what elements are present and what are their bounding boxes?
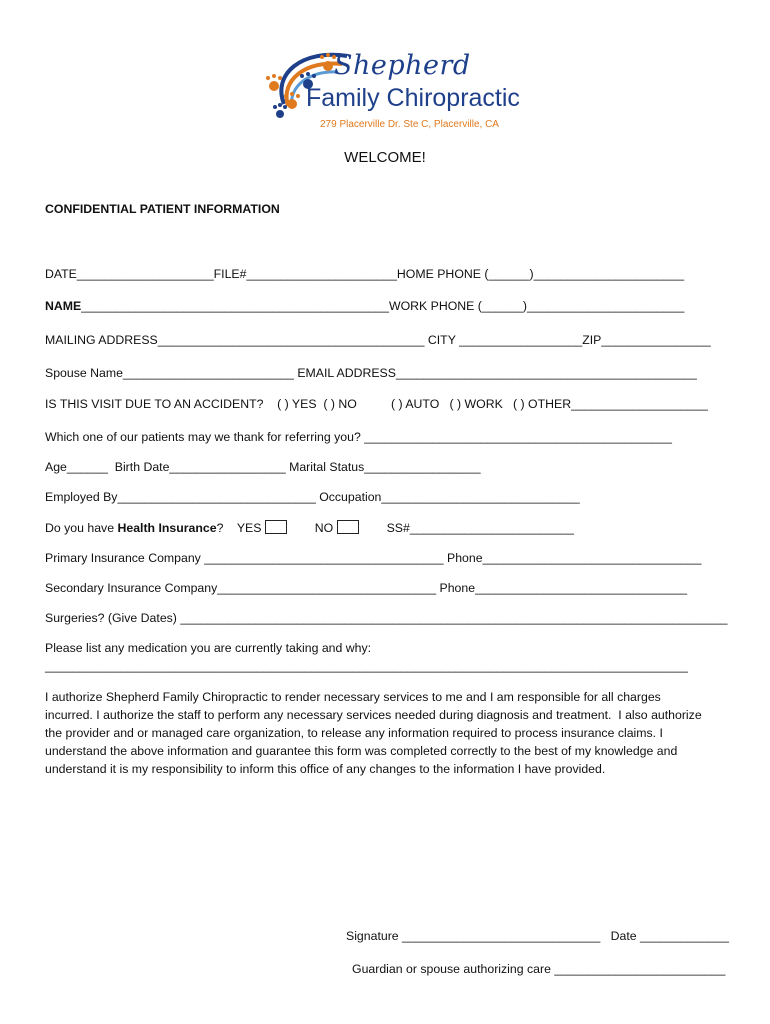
employment-row[interactable]: Employed By_____________________________ Occupation_____________________________ xyxy=(45,490,580,504)
yes-checkbox[interactable] xyxy=(265,520,287,534)
mailing-address-row[interactable]: MAILING ADDRESS_______________________________________ CITY __________________ZIP________________ xyxy=(45,333,711,347)
ssn-field[interactable]: SS#________________________ xyxy=(386,521,574,535)
no-checkbox[interactable] xyxy=(337,520,359,534)
primary-insurance-row[interactable]: Primary Insurance Company ___________________________________ Phone________________________________ xyxy=(45,551,702,565)
authorization-line: understand the above information and guarantee this form was completed correctly to the best of my knowledge and xyxy=(45,744,678,758)
secondary-insurance-row[interactable]: Secondary Insurance Company________________________________ Phone_______________________________ xyxy=(45,581,688,595)
date-file-home-phone-row[interactable]: DATE____________________FILE#______________________HOME PHONE (______)______________________ xyxy=(45,267,685,281)
spouse-email-row[interactable]: Spouse Name_________________________ EMAIL ADDRESS____________________________________________ xyxy=(45,366,697,380)
logo-subtitle: Family Chiropractic xyxy=(306,84,520,112)
insurance-question-row xyxy=(45,520,574,535)
authorization-line: the provider and or managed care organization, to release any information required to process insurance claims. I xyxy=(45,726,663,740)
guardian-signature-row[interactable]: Guardian or spouse authorizing care _________________________ xyxy=(352,962,726,976)
no-label: NO xyxy=(314,521,334,535)
health-insurance-label: Health Insurance xyxy=(117,521,217,535)
section-title: CONFIDENTIAL PATIENT INFORMATION xyxy=(45,202,280,216)
signature-date-row[interactable]: Signature _____________________________ Date _____________ xyxy=(346,929,729,943)
yes-label: ? YES xyxy=(216,521,262,535)
name-work-phone-field[interactable]: _____________________________________________WORK PHONE (______)_______________________ xyxy=(81,299,685,313)
authorization-line: I authorize Shepherd Family Chiropractic to render necessary services to me and I am responsible for all charges xyxy=(45,690,661,704)
page-title: WELCOME! xyxy=(344,149,426,166)
clinic-logo xyxy=(262,44,532,134)
logo-address: 279 Placerville Dr. Ste C, Placerville, CA xyxy=(320,119,499,130)
accident-row[interactable]: IS THIS VISIT DUE TO AN ACCIDENT? ( ) YES ( ) NO ( ) AUTO ( ) WORK ( ) OTHER____________________ xyxy=(45,397,708,411)
insurance-question-text: Do you have xyxy=(45,521,118,535)
authorization-line: incurred. I authorize the staff to perform any necessary services needed during diagnosis and treatment. I also authorize xyxy=(45,708,702,722)
age-birth-marital-row[interactable]: Age______ Birth Date_________________ Marital Status_________________ xyxy=(45,460,481,474)
authorization-line: understand it is my responsibility to inform this office of any changes to the information I have provided. xyxy=(45,762,606,776)
name-work-phone-row[interactable] xyxy=(45,299,684,313)
medication-answer-line[interactable]: ______________________________________________________________________________________________ xyxy=(45,659,688,673)
authorization-paragraph xyxy=(45,688,735,778)
surgeries-row[interactable]: Surgeries? (Give Dates) ________________________________________________________________________________ xyxy=(45,611,728,625)
medication-question: Please list any medication you are currently taking and why: xyxy=(45,641,372,655)
referral-row[interactable]: Which one of our patients may we thank for referring you? _____________________________________________ xyxy=(45,430,672,444)
name-label: NAME xyxy=(45,299,82,313)
logo-name: Shepherd xyxy=(334,50,471,81)
